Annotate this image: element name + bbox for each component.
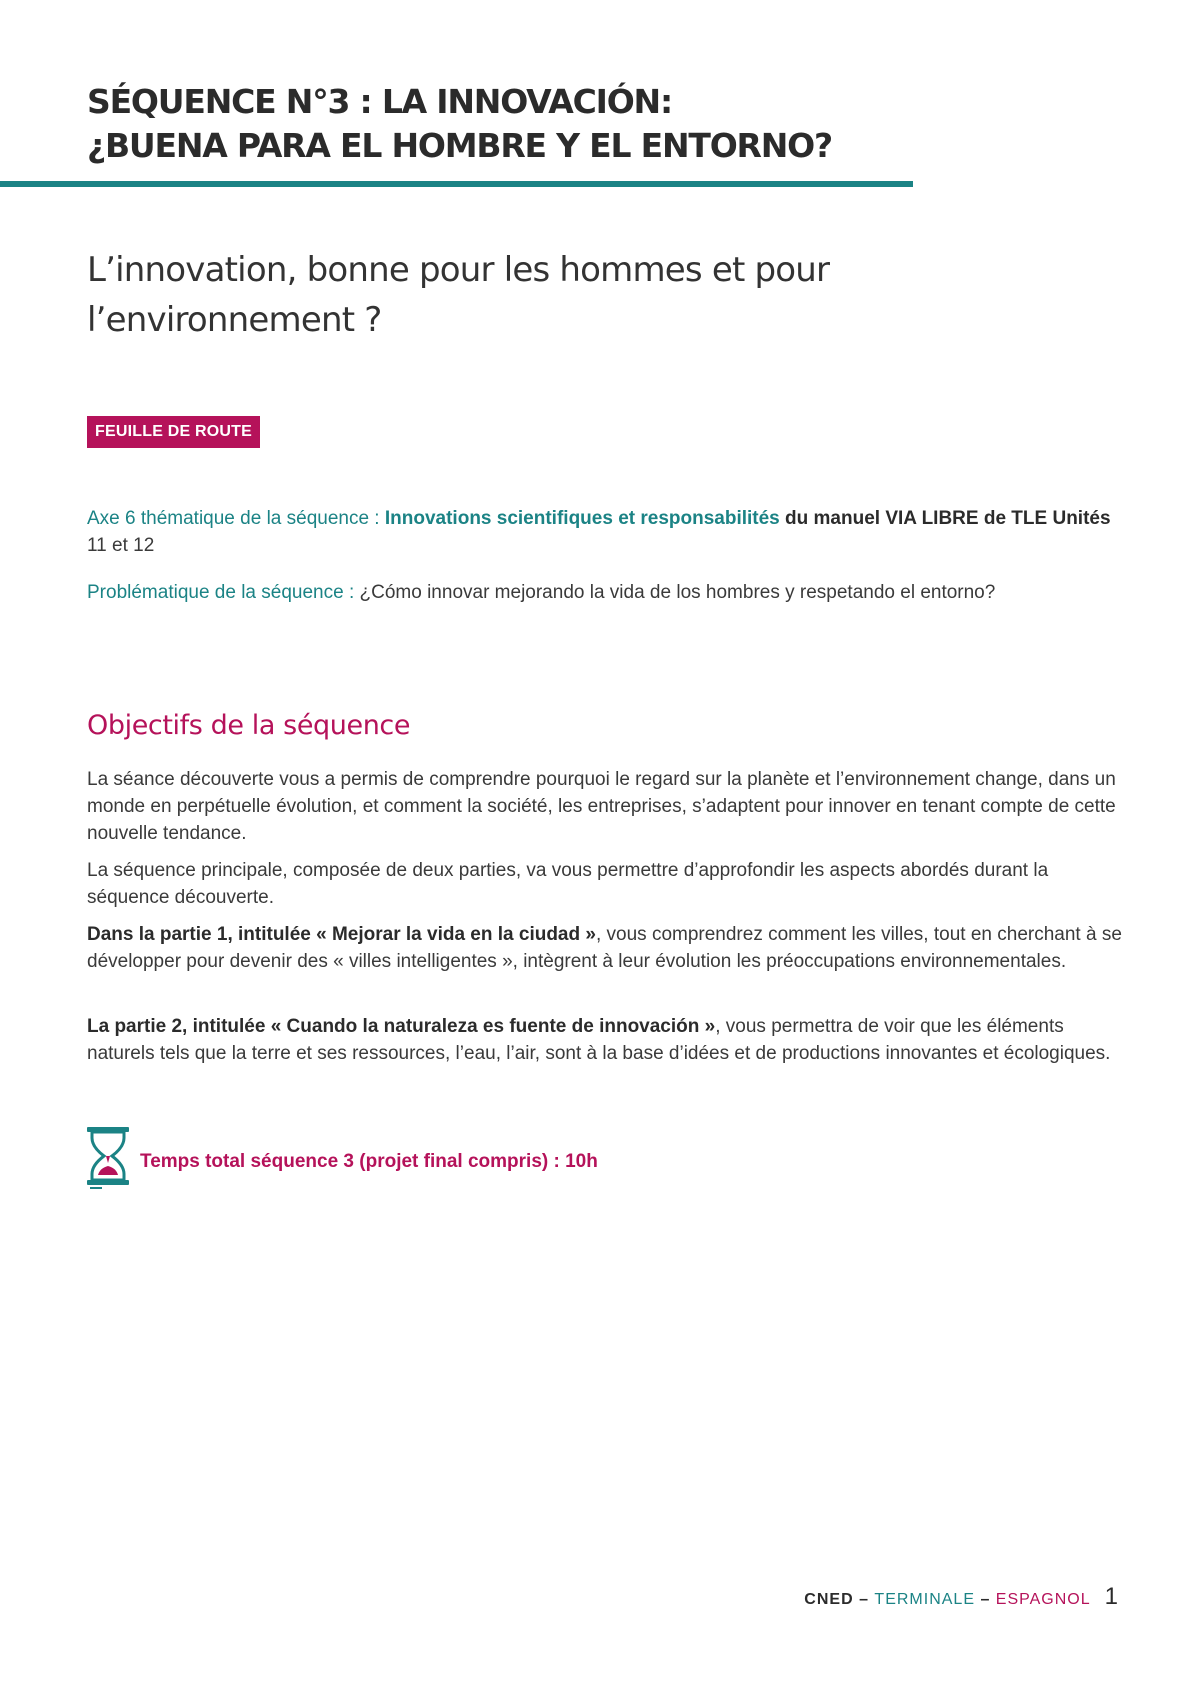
partie-2-title: La partie 2, intitulée « Cuando la naturaleza es fuente de innovación »	[87, 1016, 716, 1037]
partie-1-text: , vous comprendrez comment les villes, tout en cherchant à se développer pour devenir des « villes intelligentes », intègrent à leur évolution les préoccupations environnementales.	[87, 924, 1122, 972]
axe-units-label: Unités	[1052, 508, 1111, 529]
page-footer	[804, 1583, 1118, 1611]
partie-1-title: Dans la partie 1, intitulée « Mejorar la vida en la ciudad »	[87, 924, 596, 945]
page-number: 1	[1104, 1583, 1118, 1610]
temps-total-row	[84, 1125, 784, 1195]
footer-separator-2: –	[975, 1591, 996, 1608]
title-line-1: SÉQUENCE N°3 : LA INNOVACIÓN:	[87, 82, 672, 121]
objectifs-paragraph-1: La séance découverte vous a permis de comprendre pourquoi le regard sur la planète et l’environnement change, dans un monde en perpétuelle évolution, et comment la société, les entreprises, s’adaptent pour innover en tenant compte de cette nouvelle tendance.	[87, 769, 1116, 844]
title-underline	[0, 181, 913, 187]
objectifs-heading: Objectifs de la séquence	[87, 710, 411, 741]
footer-level: TERMINALE	[874, 1591, 975, 1608]
objectifs-paragraph-3	[87, 921, 1122, 975]
objectifs-paragraph-2: La séquence principale, composée de deux parties, va vous permettre d’approfondir les aspects abordés durant la séquence découverte.	[87, 860, 1049, 908]
page-title	[87, 80, 917, 168]
axe-manual: du manuel VIA LIBRE de TLE	[779, 508, 1053, 529]
feuille-de-route-badge: FEUILLE DE ROUTE	[87, 416, 260, 448]
problematique-text: ¿Cómo innovar mejorando la vida de los hombres y respetando el entorno?	[359, 582, 996, 603]
title-line-2: ¿BUENA PARA EL HOMBRE Y EL ENTORNO?	[87, 126, 832, 165]
objectifs-paragraph-4	[87, 1013, 1122, 1067]
hourglass-icon	[84, 1125, 132, 1191]
problematique-paragraph	[87, 579, 1122, 606]
partie-2-text: , vous permettra de voir que les éléments naturels tels que la terre et ses ressources, l’eau, l’air, sont à la base d’idées et de productions innovantes et écologiques.	[87, 1016, 1111, 1064]
footer-subject: ESPAGNOL	[995, 1591, 1091, 1608]
axe-units-value: 11 et 12	[87, 535, 155, 556]
axe-paragraph	[87, 505, 1122, 559]
axe-label: Axe 6 thématique de la séquence :	[87, 508, 385, 529]
footer-cned: CNED	[804, 1591, 854, 1608]
axe-theme: Innovations scientifiques et responsabilités	[384, 508, 780, 529]
temps-total-text: Temps total séquence 3 (projet final compris) : 10h	[140, 1151, 598, 1172]
footer-separator-1: –	[853, 1591, 875, 1608]
problematique-label: Problématique de la séquence :	[87, 582, 360, 603]
page-subtitle: L’innovation, bonne pour les hommes et pour l’environnement ?	[87, 250, 830, 340]
